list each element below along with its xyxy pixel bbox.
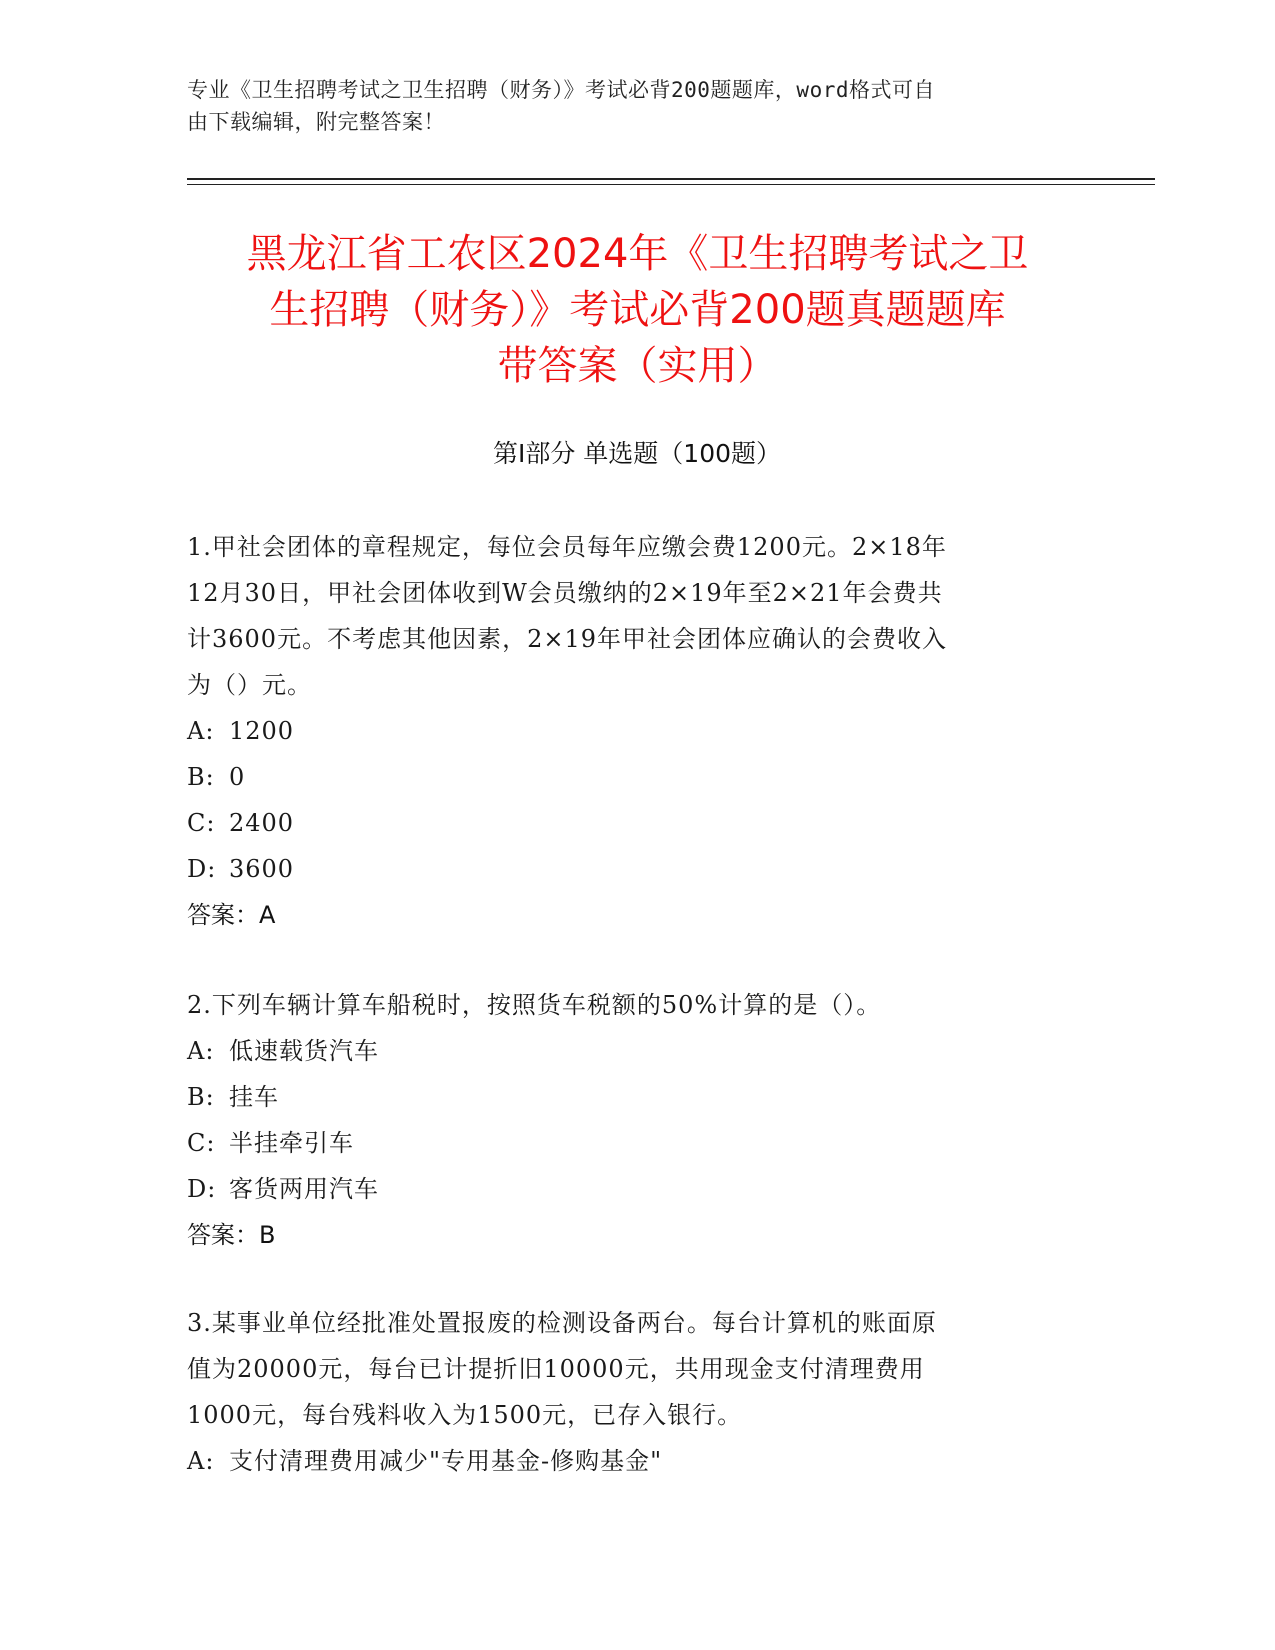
- option-text: 2400: [229, 809, 295, 837]
- question-stem-line: 为（）元。: [187, 671, 312, 699]
- option-a: [187, 1438, 1087, 1484]
- section-heading: 第I部分 单选题（100题）: [492, 439, 782, 468]
- answer-line: 答案：A: [187, 901, 276, 929]
- option-b: [187, 754, 1087, 800]
- option-letter: A:: [187, 717, 215, 745]
- question-stem-line: 1000元，每台残料收入为1500元，已存入银行。: [187, 1401, 743, 1429]
- answer-line: 答案：B: [187, 1221, 276, 1249]
- document-title: [180, 226, 1095, 394]
- question-stem: [187, 524, 1087, 708]
- question-2: [187, 982, 1087, 1258]
- option-b: [187, 1074, 1087, 1120]
- header-rule-thick: [187, 178, 1155, 180]
- question-stem-line: 值为20000元，每台已计提折旧10000元，共用现金支付清理费用: [187, 1355, 925, 1383]
- question-3: [187, 1300, 1087, 1484]
- header-note-line: 专业《卫生招聘考试之卫生招聘（财务）》考试必背200题题库，word格式可自: [187, 78, 935, 102]
- option-text: 半挂牵引车: [229, 1129, 354, 1157]
- option-c: [187, 1120, 1087, 1166]
- option-c: [187, 800, 1087, 846]
- question-1: [187, 524, 1087, 938]
- header-note-line: 由下载编辑，附完整答案！: [187, 110, 445, 134]
- option-text: 3600: [229, 855, 295, 883]
- question-stem: [187, 1300, 1087, 1438]
- document-title-line: 黑龙江省工农区2024年《卫生招聘考试之卫: [246, 231, 1029, 277]
- header-note: [187, 74, 1067, 138]
- question-stem-line: 3.某事业单位经批准处置报废的检测设备两台。每台计算机的账面原: [187, 1309, 937, 1337]
- option-text: 1200: [229, 717, 295, 745]
- option-letter: B:: [187, 763, 215, 791]
- option-text: 0: [229, 763, 246, 791]
- question-stem-line: 计3600元。不考虑其他因素，2×19年甲社会团体应确认的会费收入: [187, 625, 947, 653]
- document-title-line: 带答案（实用）: [497, 343, 778, 389]
- option-a: [187, 1028, 1087, 1074]
- option-letter: C:: [187, 1129, 216, 1157]
- option-letter: B:: [187, 1083, 215, 1111]
- option-text: 客货两用汽车: [229, 1175, 379, 1203]
- option-letter: A:: [187, 1037, 215, 1065]
- option-letter: D:: [187, 855, 217, 883]
- question-stem-line: 2.下列车辆计算车船税时，按照货车税额的50%计算的是（）。: [187, 991, 882, 1019]
- option-d: [187, 1166, 1087, 1212]
- option-letter: C:: [187, 809, 216, 837]
- option-a: [187, 708, 1087, 754]
- option-text: 挂车: [229, 1083, 279, 1111]
- header-rule-thin: [187, 184, 1155, 185]
- document-title-line: 生招聘（财务）》考试必背200题真题题库: [269, 287, 1006, 333]
- option-letter: A:: [187, 1447, 215, 1475]
- question-stem: [187, 982, 1087, 1028]
- option-text: 支付清理费用减少"专用基金-修购基金": [229, 1447, 663, 1475]
- option-text: 低速载货汽车: [229, 1037, 379, 1065]
- option-d: [187, 846, 1087, 892]
- option-letter: D:: [187, 1175, 217, 1203]
- question-stem-line: 12月30日，甲社会团体收到W会员缴纳的2×19年至2×21年会费共: [187, 579, 943, 607]
- question-stem-line: 1.甲社会团体的章程规定，每位会员每年应缴会费1200元。2×18年: [187, 533, 947, 561]
